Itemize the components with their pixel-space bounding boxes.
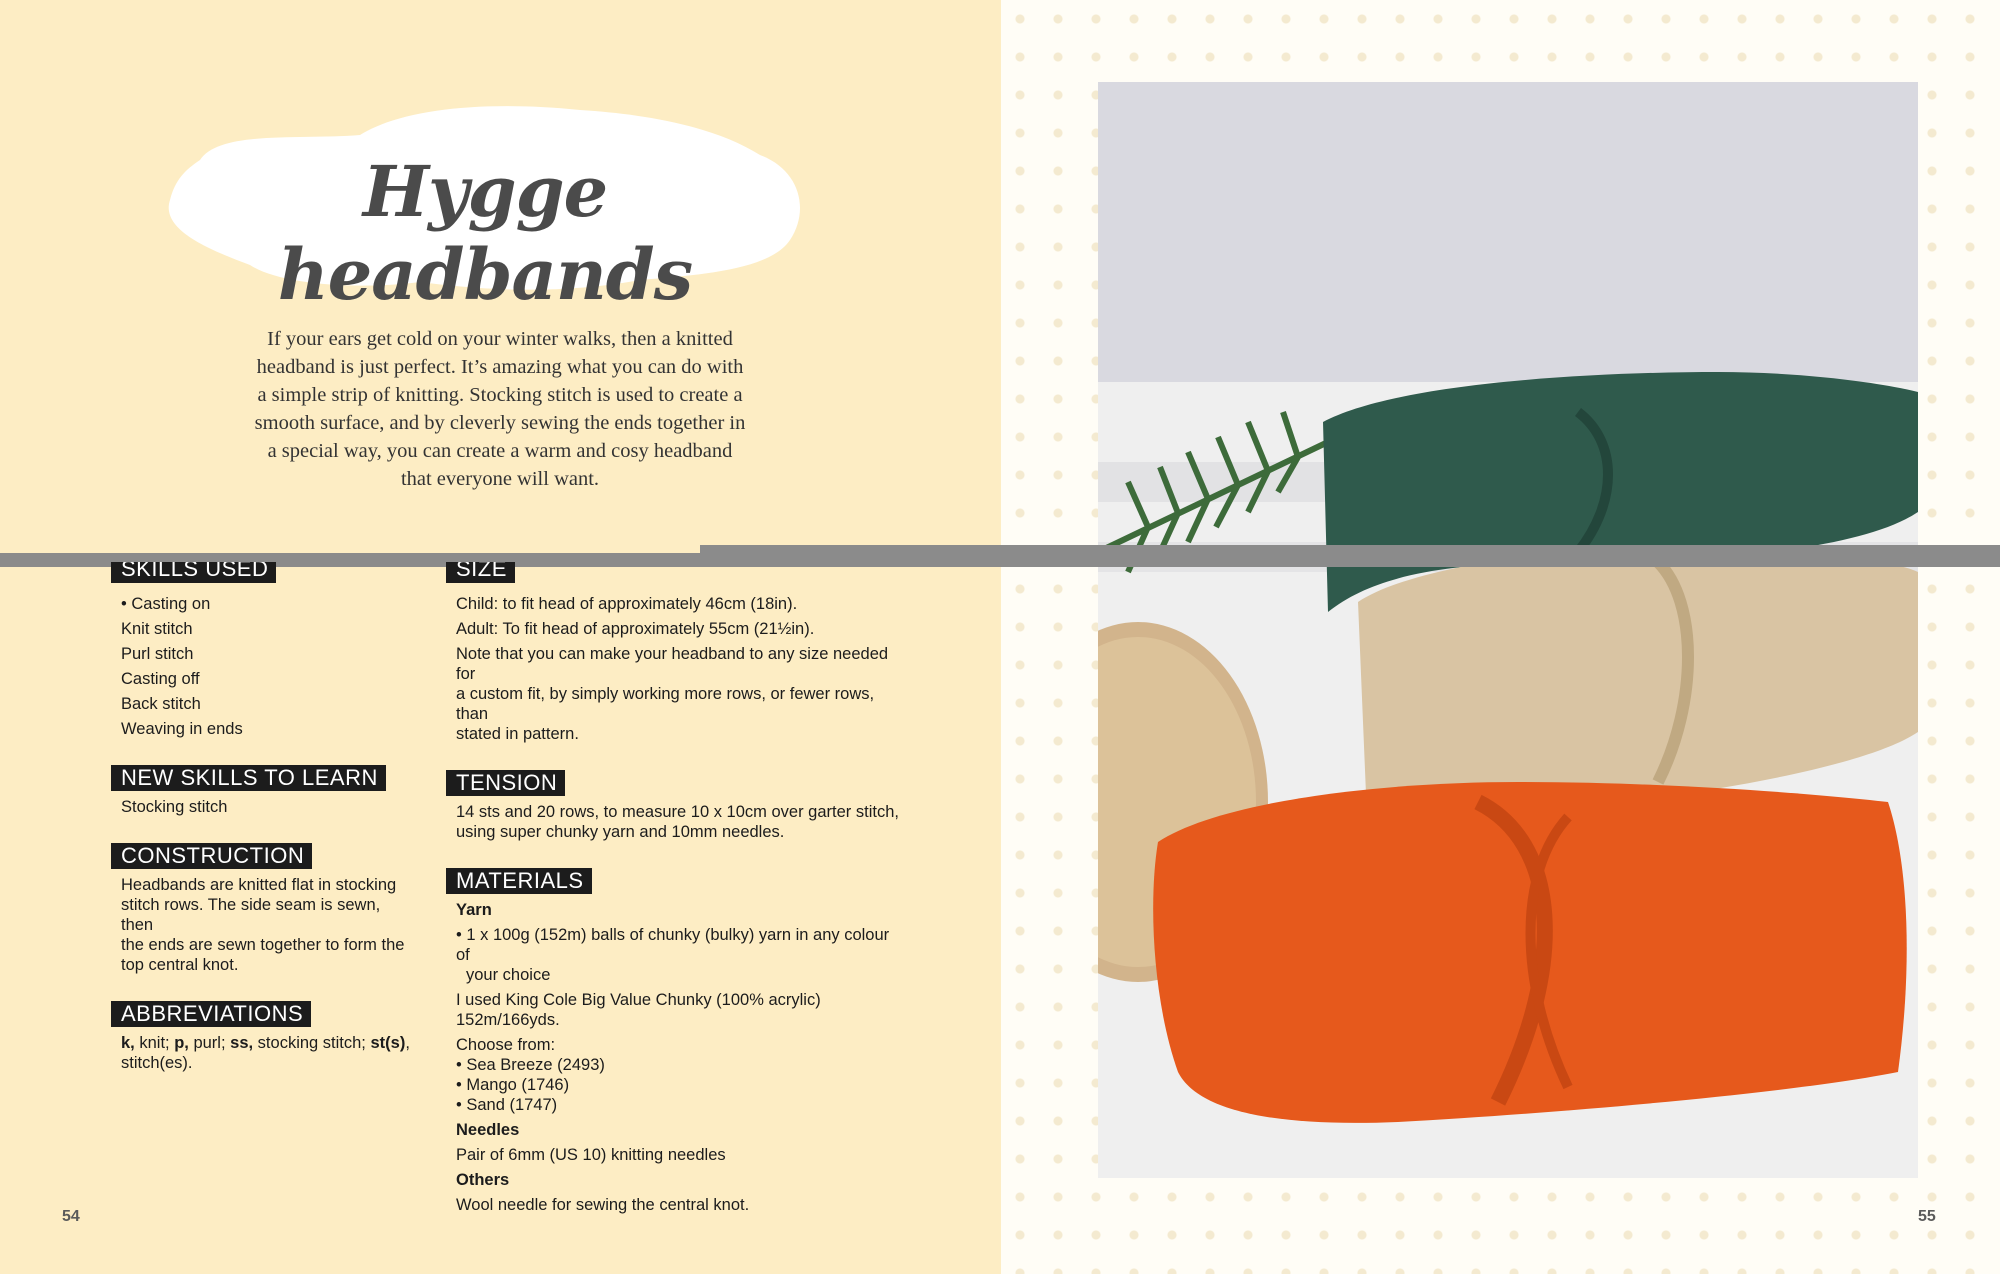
text-line: stitch(es). — [121, 1054, 193, 1072]
text-line: stated in pattern. — [456, 725, 579, 743]
page-number-right: 55 — [1918, 1208, 1936, 1225]
size-section — [446, 562, 906, 744]
intro-line: that everyone will want. — [400, 468, 600, 490]
abbr-def: , — [405, 1034, 410, 1052]
text-line: Choose from: — [456, 1036, 556, 1054]
section-heading: ABBREVIATIONS — [111, 1001, 311, 1027]
abbr-def: stocking stitch; — [253, 1034, 371, 1052]
abbr-term: st(s) — [370, 1034, 406, 1052]
text-line: stitch rows. The side seam is sewn, then — [121, 896, 381, 934]
text-line: 152m/166yds. — [456, 1011, 560, 1029]
intro-line: If your ears get cold on your winter walks, then a knitted — [267, 328, 733, 350]
abbr-def: purl; — [188, 1034, 231, 1052]
text-line: 14 sts and 20 rows, to measure 10 x 10cm over garter stitch, — [456, 803, 899, 821]
left-column — [111, 562, 411, 1099]
list-item: Stocking stitch — [121, 798, 228, 816]
headbands-illustration — [1098, 82, 1918, 1178]
section-heading: SIZE — [446, 562, 515, 583]
text-line: I used King Cole Big Value Chunky (100% acrylic) — [456, 991, 821, 1009]
abbr-term: k, — [121, 1034, 135, 1052]
intro-line: smooth surface, and by cleverly sewing the ends together in — [254, 412, 746, 434]
list-item: Knit stitch — [121, 620, 193, 638]
intro-line: headband is just perfect. It’s amazing what you can do with — [256, 356, 744, 378]
section-heading: CONSTRUCTION — [111, 843, 312, 869]
text-line: Adult: To fit head of approximately 55cm (21½in). — [456, 620, 815, 638]
section-heading: NEW SKILLS TO LEARN — [111, 765, 386, 791]
skills-used-section — [111, 562, 411, 739]
text-line: Headbands are knitted flat in stocking — [121, 876, 397, 894]
abbreviations-text — [111, 1033, 411, 1053]
new-skills-section — [111, 765, 411, 817]
right-column — [446, 562, 906, 1241]
list-item: Purl stitch — [121, 645, 194, 663]
list-item: Back stitch — [121, 695, 201, 713]
abbreviations-section — [111, 1001, 411, 1073]
page-number-left: 54 — [62, 1208, 80, 1225]
text-line: a custom fit, by simply working more rows, or fewer rows, than — [456, 685, 875, 723]
construction-section — [111, 843, 411, 975]
intro-line: a simple strip of knitting. Stocking stitch is used to create a — [257, 384, 743, 406]
abbr-term: p, — [174, 1034, 189, 1052]
list-item: • Sand (1747) — [456, 1096, 558, 1114]
subheading: Yarn — [456, 901, 492, 919]
list-item: Weaving in ends — [121, 720, 243, 738]
list-item: Casting off — [121, 670, 200, 688]
text-line: your choice — [466, 966, 551, 984]
list-item: • Mango (1746) — [456, 1076, 570, 1094]
abbr-def: knit; — [134, 1034, 175, 1052]
text-line: top central knot. — [121, 956, 239, 974]
materials-section — [446, 868, 906, 1215]
text-line: Child: to fit head of approximately 46cm (18in). — [456, 595, 798, 613]
list-item: • Sea Breeze (2493) — [456, 1056, 605, 1074]
text-line: Note that you can make your headband to any size needed for — [456, 645, 889, 683]
text-line: the ends are sewn together to form the — [121, 936, 405, 954]
page-title: Hygge headbands — [277, 150, 693, 316]
intro-paragraph — [225, 325, 775, 493]
text-line: using super chunky yarn and 10mm needles. — [456, 823, 785, 841]
abbr-term: ss, — [230, 1034, 254, 1052]
text-line: • 1 x 100g (152m) balls of chunky (bulky) yarn in any colour of — [456, 926, 890, 964]
subheading: Needles — [456, 1121, 520, 1139]
tension-section — [446, 770, 906, 842]
section-heading: SKILLS USED — [111, 562, 276, 583]
subheading: Others — [456, 1171, 510, 1189]
headbands-photo — [1098, 82, 1918, 1178]
section-heading: MATERIALS — [446, 868, 592, 894]
list-item: • Casting on — [121, 595, 211, 613]
text-line: Pair of 6mm (US 10) knitting needles — [456, 1146, 726, 1164]
intro-line: a special way, you can create a warm and cosy headband — [267, 440, 733, 462]
section-heading: TENSION — [446, 770, 565, 796]
text-line: Wool needle for sewing the central knot. — [456, 1196, 750, 1214]
